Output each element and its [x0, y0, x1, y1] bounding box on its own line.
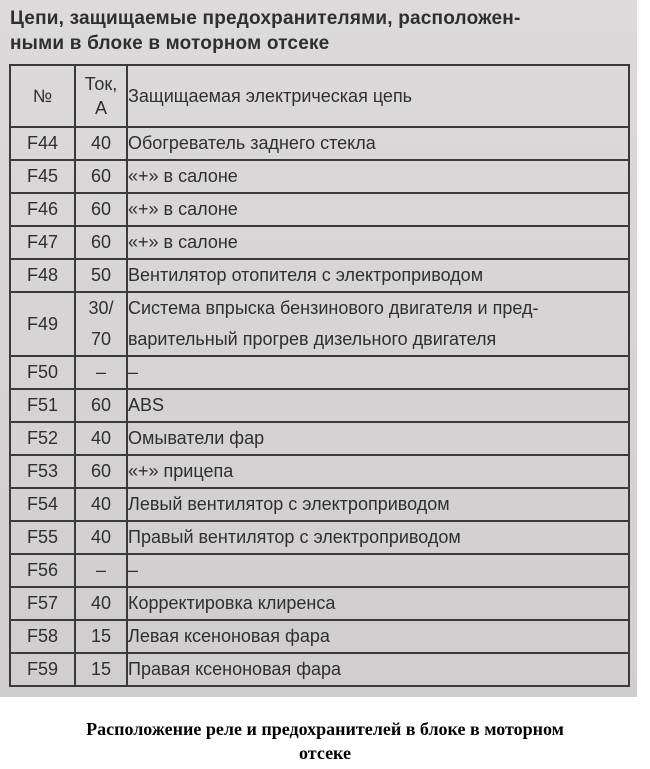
fuse-circuit: «+» в салоне: [127, 226, 629, 259]
fuse-number: F55: [10, 521, 75, 554]
fuse-circuit: ABS: [127, 389, 629, 422]
fuse-circuit: «+» прицепа: [127, 455, 629, 488]
table-row: [10, 488, 629, 521]
fuse-number: F58: [10, 620, 75, 653]
fuse-number: F50: [10, 356, 75, 389]
fuse-number: F52: [10, 422, 75, 455]
fuse-number: F59: [10, 653, 75, 686]
figure-caption: [0, 717, 650, 765]
column-header-circuit: Защищаемая электрическая цепь: [127, 65, 629, 127]
column-header-number: №: [10, 65, 75, 127]
current-line-1: 30/: [88, 298, 114, 318]
column-header-current: [75, 65, 127, 127]
table-row: [10, 455, 629, 488]
fuse-number: F49: [10, 292, 75, 356]
fuse-circuit: Левый вентилятор с электроприводом: [127, 488, 629, 521]
fuse-current: 40: [75, 521, 127, 554]
circuit-line-1: Система впрыска бензинового двигателя и пред-: [128, 298, 539, 318]
fuse-number: F57: [10, 587, 75, 620]
fuse-current: 15: [75, 620, 127, 653]
fuse-number: F54: [10, 488, 75, 521]
fuse-current: 40: [75, 488, 127, 521]
table-row: [10, 587, 629, 620]
caption-line-1: Расположение реле и предохранителей в блоке в моторном: [86, 719, 564, 739]
fuse-circuit: [127, 292, 629, 356]
fuse-number: F47: [10, 226, 75, 259]
fuse-number: F51: [10, 389, 75, 422]
page-title: [10, 6, 630, 56]
fuse-current: [75, 292, 127, 356]
table-header-row: [10, 65, 629, 127]
fuse-current: 40: [75, 422, 127, 455]
fuse-current: 40: [75, 127, 127, 160]
fuse-number: F56: [10, 554, 75, 587]
table-row: [10, 292, 629, 356]
table-row: [10, 160, 629, 193]
fuse-circuit: –: [127, 554, 629, 587]
fuse-circuit: Омыватели фар: [127, 422, 629, 455]
fuse-current: –: [75, 554, 127, 587]
fuse-current: 15: [75, 653, 127, 686]
title-line-1: Цепи, защищаемые предохранителями, расположен-: [10, 8, 521, 29]
fuse-circuit: Обогреватель заднего стекла: [127, 127, 629, 160]
fuse-current: 40: [75, 587, 127, 620]
current-header-line-1: Ток,: [84, 74, 118, 94]
fuse-number: F53: [10, 455, 75, 488]
table-row: [10, 226, 629, 259]
fuse-current: 60: [75, 226, 127, 259]
current-line-2: 70: [90, 329, 112, 349]
fuse-circuit: «+» в салоне: [127, 160, 629, 193]
fuse-current: 50: [75, 259, 127, 292]
fuse-circuit: Правый вентилятор с электроприводом: [127, 521, 629, 554]
table-row: [10, 259, 629, 292]
fuse-current: 60: [75, 160, 127, 193]
fuse-circuit: Левая ксеноновая фара: [127, 620, 629, 653]
fuse-circuit: Правая ксеноновая фара: [127, 653, 629, 686]
current-header-line-2: А: [94, 98, 107, 118]
fuse-number: F45: [10, 160, 75, 193]
table-row: [10, 127, 629, 160]
table-row: [10, 554, 629, 587]
fuse-number: F44: [10, 127, 75, 160]
circuit-line-2: варительный прогрев дизельного двигателя: [128, 329, 497, 349]
table-row: [10, 389, 629, 422]
table-row: [10, 193, 629, 226]
table-row: [10, 620, 629, 653]
title-line-2: ными в блоке в моторном отсеке: [10, 33, 330, 54]
fuse-current: 60: [75, 389, 127, 422]
table-row: [10, 653, 629, 686]
fuse-circuit: Корректировка клиренса: [127, 587, 629, 620]
table-row: [10, 356, 629, 389]
fuse-number: F46: [10, 193, 75, 226]
fuse-current: 60: [75, 455, 127, 488]
fuse-circuit: «+» в салоне: [127, 193, 629, 226]
caption-line-2: отсеке: [299, 743, 351, 763]
fuse-table: [9, 64, 630, 687]
fuse-number: F48: [10, 259, 75, 292]
fuse-current: –: [75, 356, 127, 389]
fuse-circuit: Вентилятор отопителя с электроприводом: [127, 259, 629, 292]
table-row: [10, 521, 629, 554]
fuse-circuit: –: [127, 356, 629, 389]
fuse-current: 60: [75, 193, 127, 226]
table-row: [10, 422, 629, 455]
